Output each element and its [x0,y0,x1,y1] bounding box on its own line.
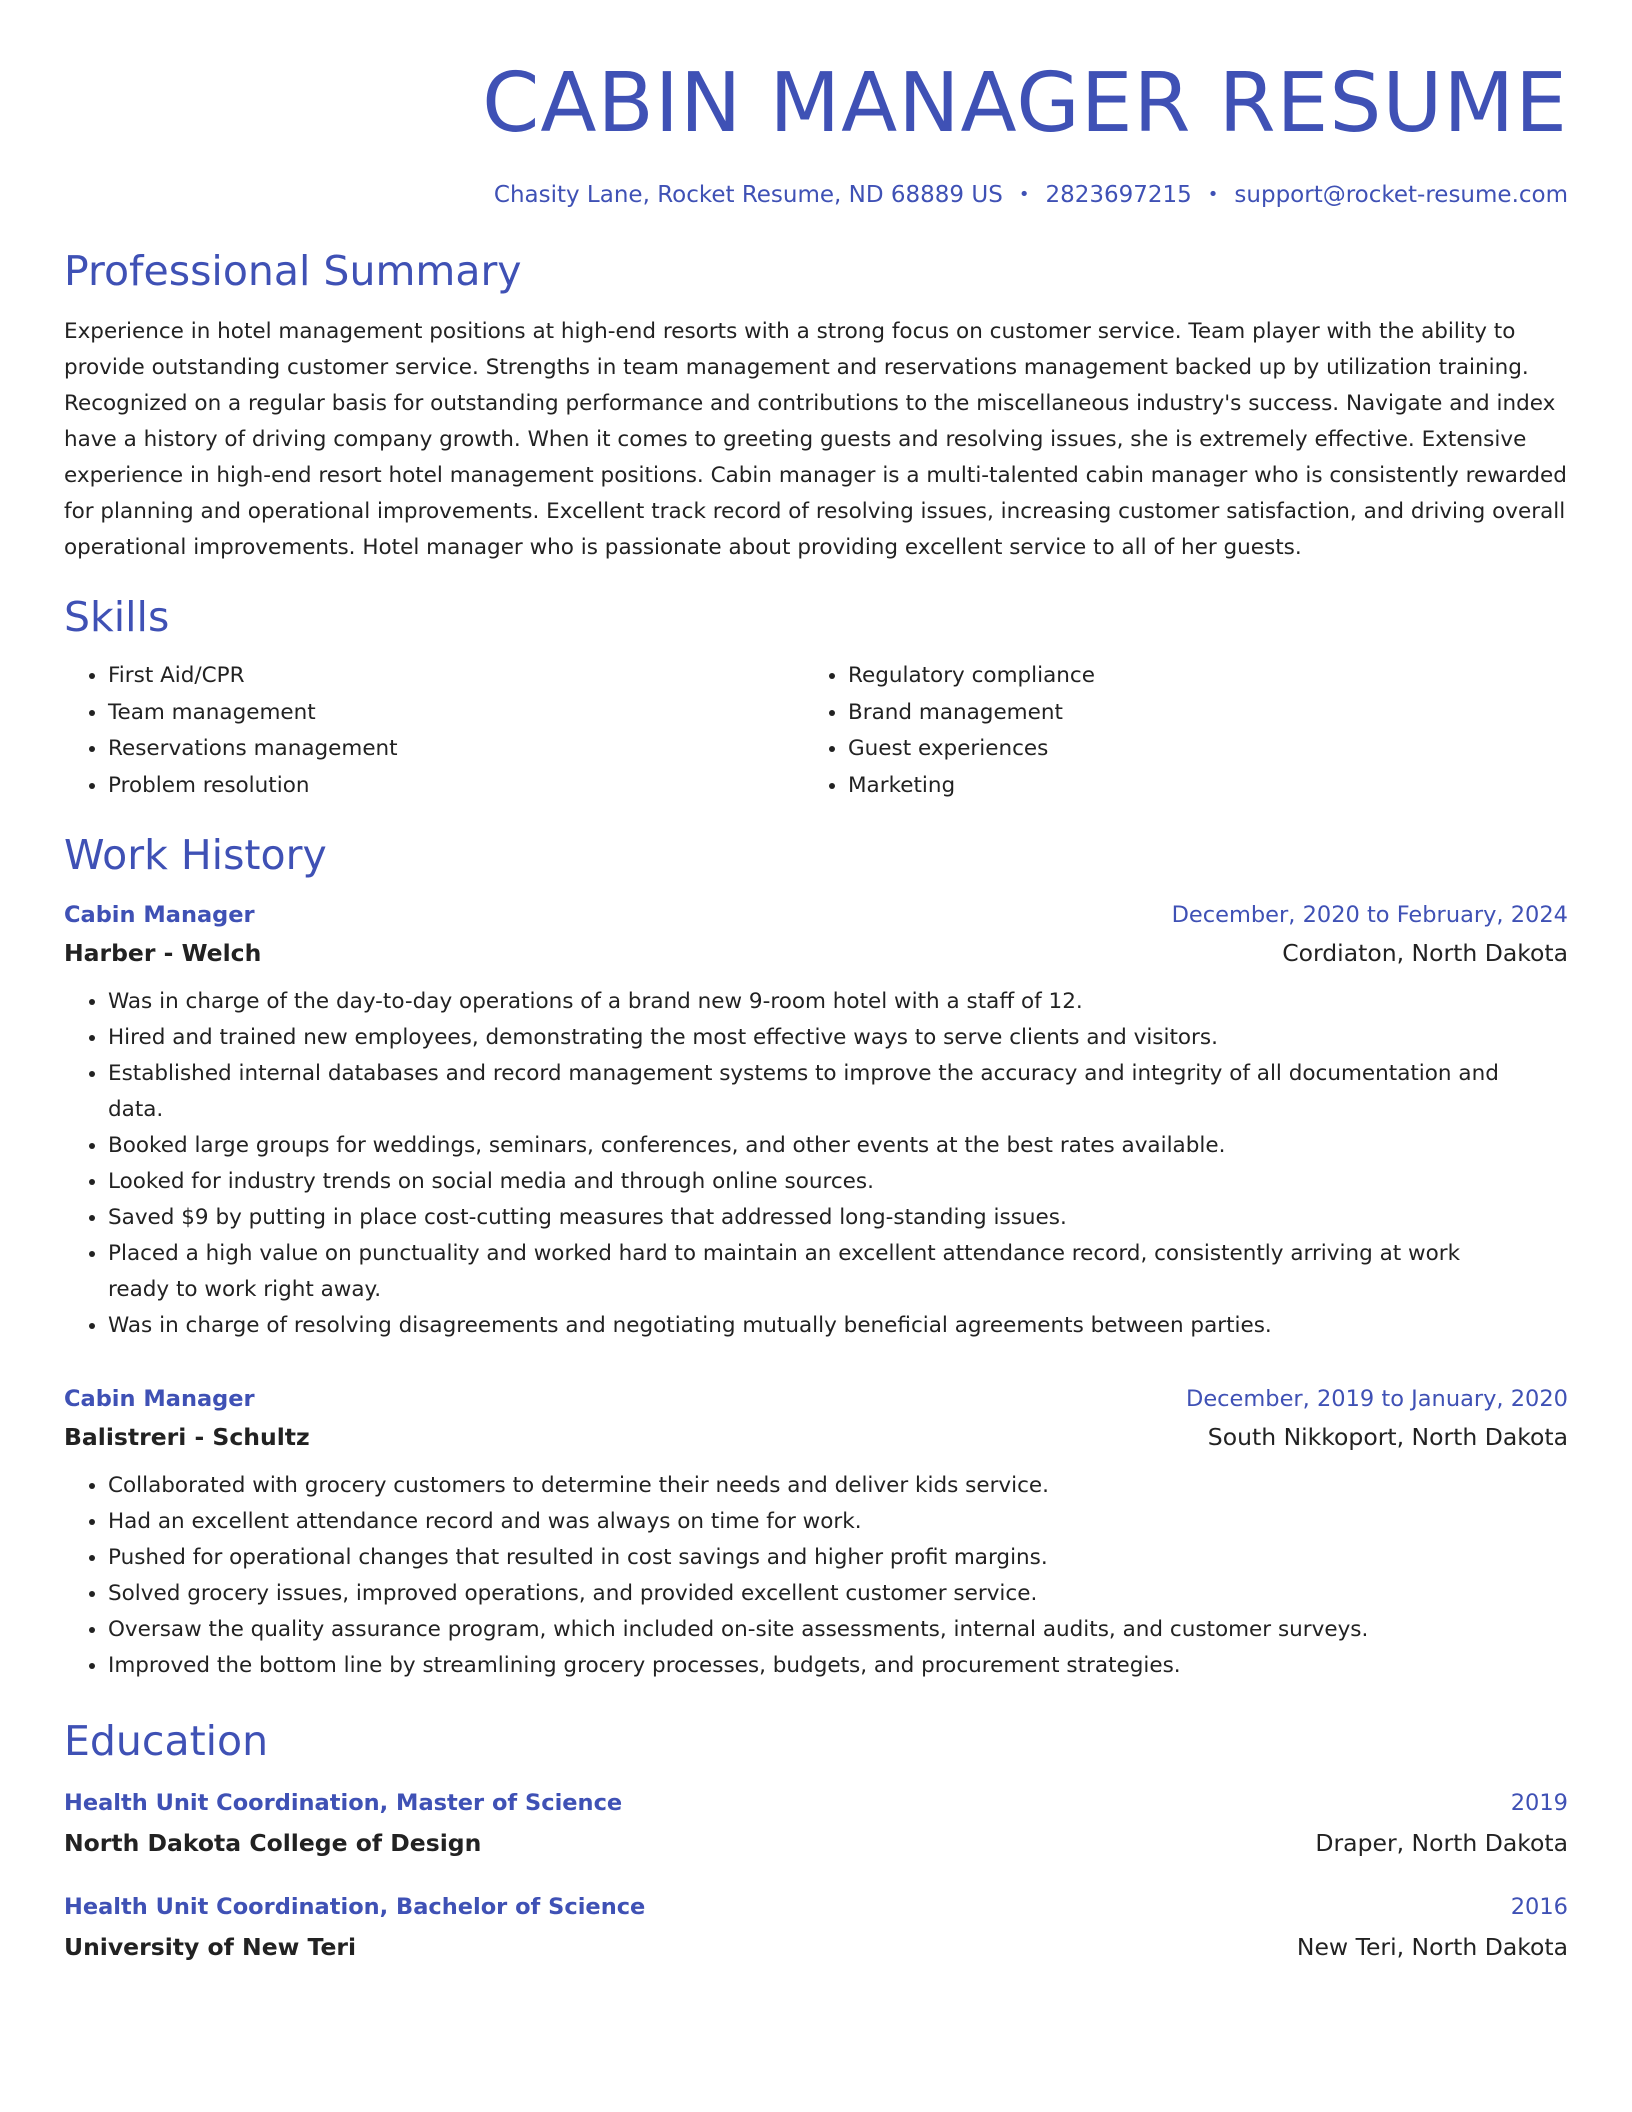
education-location: Draper, North Dakota [1315,1829,1568,1857]
job-bullet: • Solved grocery issues, improved operations, and provided excellent customer service. [108,1576,1568,1612]
job-bullet: • Had an excellent attendance record and was always on time for work. [108,1504,1568,1540]
job-title: Cabin Manager [64,1386,255,1412]
job-dates: December, 2020 to February, 2024 [1171,902,1568,928]
job-dates: December, 2019 to January, 2020 [1186,1386,1568,1412]
education-entry [64,1892,1568,1962]
contact-separator: • [1207,184,1219,205]
job-bullet: • Was in charge of the day-to-day operations of a brand new 9-room hotel with a staff of 12. [108,984,1568,1020]
education-school-row [64,1828,1568,1858]
job-location: South Nikkoport, North Dakota [1207,1423,1568,1451]
job-header [64,900,1568,930]
contact-line [64,180,1568,210]
education-school: North Dakota College of Design [64,1829,482,1857]
job-company-row [64,1422,1568,1452]
job-entry [64,900,1568,1344]
skill-item: • Problem resolution [108,768,804,805]
job-bullet: • Booked large groups for weddings, seminars, conferences, and other events at the best rates available. [108,1128,1568,1164]
education-location: New Teri, North Dakota [1296,1933,1568,1961]
job-company: Balistreri - Schultz [64,1423,310,1451]
job-title: Cabin Manager [64,902,255,928]
job-company-row [64,938,1568,968]
section-title-education: Education [64,1717,269,1765]
education-year: 2016 [1510,1894,1568,1920]
education-header [64,1788,1568,1818]
section-title-summary: Professional Summary [64,247,522,295]
contact-email[interactable]: support@rocket-resume.com [1234,182,1568,208]
skill-item: • Guest experiences [848,731,1562,768]
skill-item: • First Aid/CPR [108,658,804,695]
education-year: 2019 [1510,1790,1568,1816]
job-bullet: • Improved the bottom line by streamlining grocery processes, budgets, and procurement strategies. [108,1648,1568,1684]
skill-item: • Marketing [848,768,1562,805]
education-degree: Health Unit Coordination, Master of Science [64,1790,623,1816]
contact-separator: • [1018,184,1030,205]
job-bullets [64,1468,1568,1684]
job-bullet: • Collaborated with grocery customers to determine their needs and deliver kids service. [108,1468,1568,1504]
resume-title: CABIN MANAGER RESUME [482,56,1568,151]
skill-item: • Reservations management [108,731,804,768]
job-location: Cordiaton, North Dakota [1282,939,1568,967]
job-bullet: • Saved $9 by putting in place cost-cutting measures that addressed long-standing issues. [108,1200,1568,1236]
education-degree: Health Unit Coordination, Bachelor of Science [64,1894,646,1920]
job-entry [64,1384,1568,1684]
job-bullet: • Was in charge of resolving disagreements and negotiating mutually beneficial agreements between parties. [108,1308,1568,1344]
section-title-work-history: Work History [64,831,327,879]
contact-address: Chasity Lane, Rocket Resume, ND 68889 US [493,182,1003,208]
job-bullet: • Hired and trained new employees, demonstrating the most effective ways to serve clients and visitors. [108,1020,1568,1056]
education-entry [64,1788,1568,1858]
contact-phone: 2823697215 [1045,182,1192,208]
resume-header [64,56,1568,210]
job-bullet: • Oversaw the quality assurance program, which included on-site assessments, internal audits, and customer surveys. [108,1612,1568,1648]
skill-item: • Regulatory compliance [848,658,1562,695]
job-bullet: • Established internal databases and record management systems to improve the accuracy and integrity of all documentation and data. [108,1056,1568,1128]
summary-text: Experience in hotel management positions at high-end resorts with a strong focus on customer service. Team player with the ability to provide outstanding customer service. Strengths in team management and reservations management backed up by utilization training. Recognized on a regular basis for outstanding performance and contributions to the miscellaneous industry's success. Navigate and index have a history of driving company growth. When it comes to greeting guests and resolving issues, she is extremely effective. Extensive experience in high-end resort hotel management positions. Cabin manager is a multi-talented cabin manager who is consistently rewarded for planning and operational improvements. Excellent track record of resolving issues, increasing customer satisfaction, and driving overall operational improvements. Hotel manager who is passionate about providing excellent service to all of her guests. [64,319,1567,560]
skills-list [64,658,1568,804]
skill-item: • Team management [108,695,804,732]
job-bullet: • Pushed for operational changes that resulted in cost savings and higher profit margins. [108,1540,1568,1576]
job-bullet: • Looked for industry trends on social media and through online sources. [108,1164,1568,1200]
section-title-skills: Skills [64,593,170,641]
education-school-row [64,1932,1568,1962]
skills-column-left [64,658,804,804]
skills-column-right [804,658,1562,804]
job-bullets [64,984,1568,1344]
education-header [64,1892,1568,1922]
education-school: University of New Teri [64,1933,357,1961]
skill-item: • Brand management [848,695,1562,732]
job-bullet: • Placed a high value on punctuality and worked hard to maintain an excellent attendance record, consistently arriving at work ready to work right away. [108,1236,1568,1308]
job-company: Harber - Welch [64,939,262,967]
job-header [64,1384,1568,1414]
